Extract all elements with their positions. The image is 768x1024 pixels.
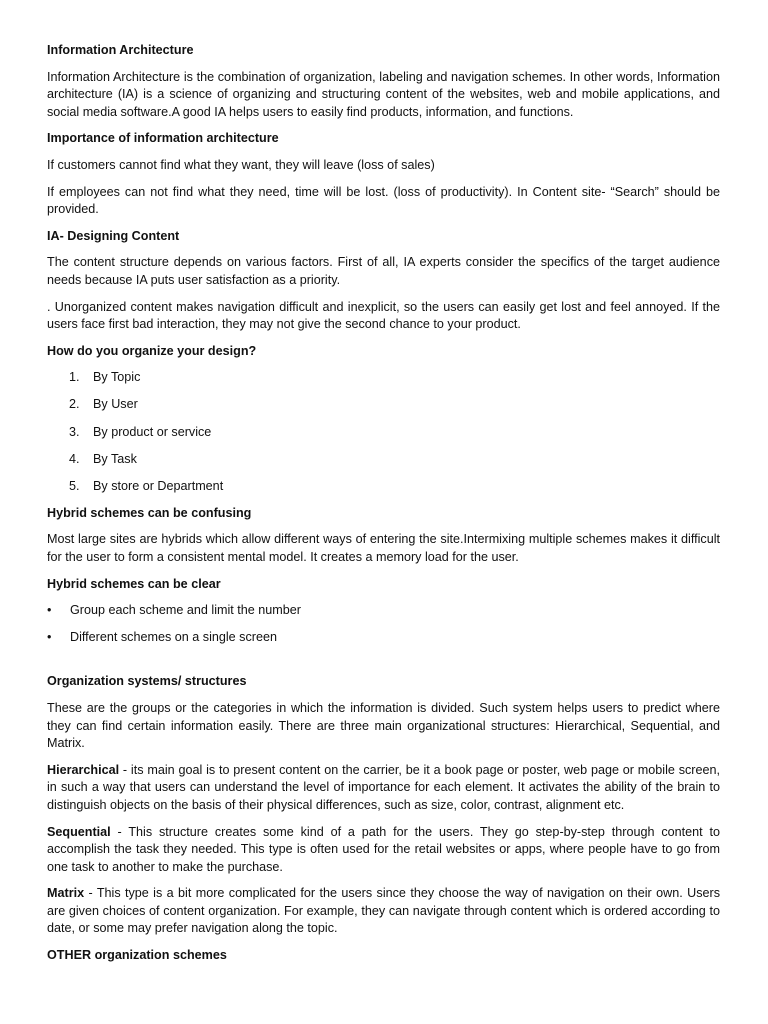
list-number: 4.: [69, 451, 80, 466]
hierarchical-description: - its main goal is to present content on the carrier, be it a book page or poster, web page or mobile screen, in such a way that users can understand the level of importance for each element. It activates the ability of the brain to distinguish objects on the basis of their physical differences, such as size, color, contrast, alignment etc.: [47, 762, 720, 812]
heading-hybrid-confusing: Hybrid schemes can be confusing: [47, 505, 252, 520]
list-item: [47, 396, 720, 414]
list-number: 1.: [69, 370, 80, 385]
bullet-item: [47, 602, 720, 620]
list-item-text: By store or Department: [93, 478, 224, 493]
heading-information-architecture: Information Architecture: [47, 43, 194, 57]
paragraph-employees: If employees can not find what they need, time will be lost. (loss of productivity). In Content site- “Search” should be provided.: [47, 184, 720, 217]
sequential-description: - This structure creates some kind of a path for the users. They go step-by-step through content to accomplish the task they needed. This type is often used for the retail websites or apps, where people have to go from one task to another to make the purchase.: [47, 824, 720, 874]
term-hierarchical: Hierarchical: [47, 762, 120, 777]
bullet-item-text: Group each scheme and limit the number: [70, 603, 302, 618]
organize-list: [47, 369, 720, 495]
paragraph-content-structure: The content structure depends on various factors. First of all, IA experts consider the specifics of the target audience needs because IA puts user satisfaction as a priority.: [47, 255, 720, 287]
heading-other-schemes: OTHER organization schemes: [47, 948, 227, 963]
list-item: [47, 478, 720, 496]
document-page: [47, 42, 720, 974]
paragraph-sequential: [47, 824, 720, 877]
bullet-icon: •: [47, 630, 52, 645]
paragraph-unorganized-content: . Unorganized content makes navigation difficult and inexplicit, so the users can easily get lost and feel annoyed. If the users face first bad interaction, they may not give the second chance to your product.: [47, 299, 720, 332]
paragraph-hybrid-sites: Most large sites are hybrids which allow different ways of entering the site.Intermixing multiple schemes makes it difficult for the user to form a consistent mental model. It creates a memory load for the user.: [47, 532, 720, 564]
heading-designing-content: IA- Designing Content: [47, 228, 180, 243]
list-number: 5.: [69, 478, 80, 493]
list-item-text: By Task: [93, 451, 137, 466]
paragraph-ia-definition: Information Architecture is the combination of organization, labeling and navigation schemes. In other words, Information architecture (IA) is a science of organizing and structuring content of the websites, web and mobile applications, and social media software.A good IA helps users to easily find products, information, and functions.: [47, 69, 720, 119]
paragraph-organization-systems: These are the groups or the categories in which the information is divided. Such system helps users to predict where they can find certain information easily. There are three main organizational structures: Hierarchical, Sequential, and Matrix.: [47, 700, 720, 751]
list-item-text: By Topic: [93, 370, 141, 385]
list-item: [47, 424, 720, 442]
list-item: [47, 451, 720, 469]
blank-line: [47, 656, 720, 673]
term-matrix: Matrix: [47, 886, 85, 901]
paragraph-matrix: [47, 885, 720, 938]
clear-list: [47, 602, 720, 647]
heading-organize-design: How do you organize your design?: [47, 343, 257, 358]
heading-organization-systems: Organization systems/ structures: [47, 674, 247, 689]
list-item: [47, 369, 720, 387]
paragraph-hierarchical: [47, 762, 720, 815]
list-item-text: By User: [93, 397, 138, 412]
paragraph-customers: If customers cannot find what they want, they will leave (loss of sales): [47, 157, 435, 172]
list-item-text: By product or service: [93, 424, 212, 439]
list-number: 3.: [69, 424, 80, 439]
term-sequential: Sequential: [47, 824, 111, 839]
bullet-item-text: Different schemes on a single screen: [70, 630, 277, 645]
bullet-item: [47, 629, 720, 647]
matrix-description: - This type is a bit more complicated for the users since they choose the way of navigation on their own. Users are given choices of content organization. For example, they can navigate through content which is ordered according to date, or some may prefer navigation along the topic.: [47, 886, 720, 936]
heading-importance: Importance of information architecture: [47, 131, 279, 146]
bullet-icon: •: [47, 603, 52, 618]
heading-hybrid-clear: Hybrid schemes can be clear: [47, 576, 221, 591]
list-number: 2.: [69, 397, 80, 412]
